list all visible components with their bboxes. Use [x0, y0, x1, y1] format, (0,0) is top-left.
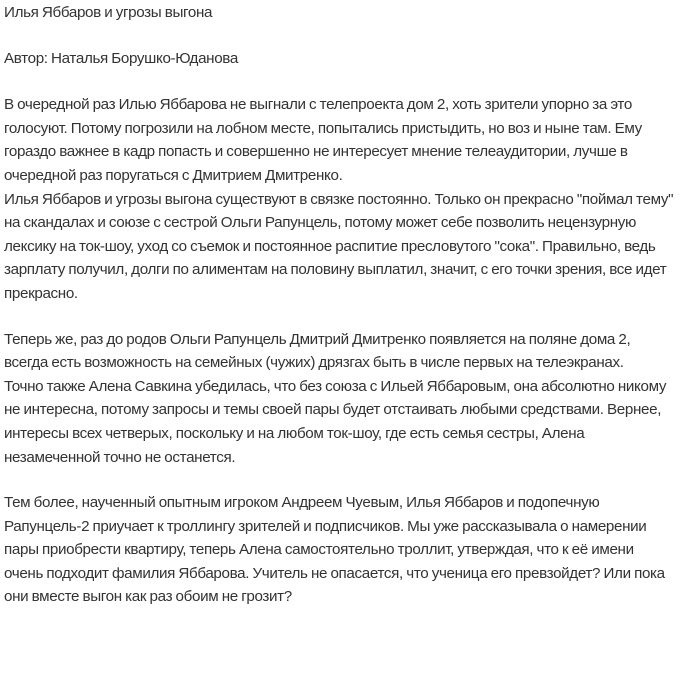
article-author: Автор: Наталья Борушко-Юданова: [4, 49, 238, 67]
article: [0, 1, 680, 609]
paragraph: Теперь же, раз до родов Ольги Рапунцель Дмитрий Дмитренко появляется на поляне дома 2, всегда есть возможность на семейных (чужих) дрязгах быть в числе первых на телеэкранах.: [4, 330, 631, 372]
article-body: [4, 93, 676, 609]
paragraph: Точно также Алена Савкина убедилась, что без союза с Ильей Яббаровым, она абсолютно никому не интересна, потому запросы и темы своей пары будет отстаивать любыми средствами. Вернее, интересы всех четверых, поскольку и на любом ток-шоу, где есть семья сестры, Алена незамеченной точно не останется.: [4, 377, 667, 466]
article-block-1: [4, 93, 676, 305]
paragraph-gap: [4, 306, 676, 328]
paragraph-gap: [4, 469, 676, 491]
article-block-2: [4, 328, 676, 470]
article-title: Илья Яббаров и угрозы выгона: [4, 4, 213, 21]
article-block-3: [4, 491, 676, 609]
paragraph: Илья Яббаров и угрозы выгона существуют в связке постоянно. Только он прекрасно "поймал тему" на скандалах и союзе с сестрой Ольги Рапунцель, потому может себе позволить нецензурную лексику на ток-шоу, уход со съемок и постоянное распитие пресловутого "сока". Правильно, ведь зарплату получил, долги по алиментам на половину выплатил, значит, с его точки зрения, все идет прекрасно.: [4, 190, 674, 302]
paragraph: Тем более, наученный опытным игроком Андреем Чуевым, Илья Яббаров и подопечную Рапунцель-2 приучает к троллингу зрителей и подписчиков. Мы уже рассказывала о намерении пары приобрести квартиру, теперь Алена самостоятельно троллит, утверждая, что к её имени очень подходит фамилия Яббарова. Учитель не опасается, что ученица его превзойдет? Или пока они вместе выгон как раз обоим не грозит?: [4, 494, 665, 606]
paragraph: В очередной раз Илью Яббарова не выгнали с телепроекта дом 2, хоть зрители упорно за это голосуют. Потому погрозили на лобном месте, попытались пристыдить, но воз и ныне там. Ему гораздо важнее в кадр попасть и совершенно не интересует мнение телеаудитории, лучше в очередной раз поругаться с Дмитрием Дмитренко.: [4, 96, 642, 184]
